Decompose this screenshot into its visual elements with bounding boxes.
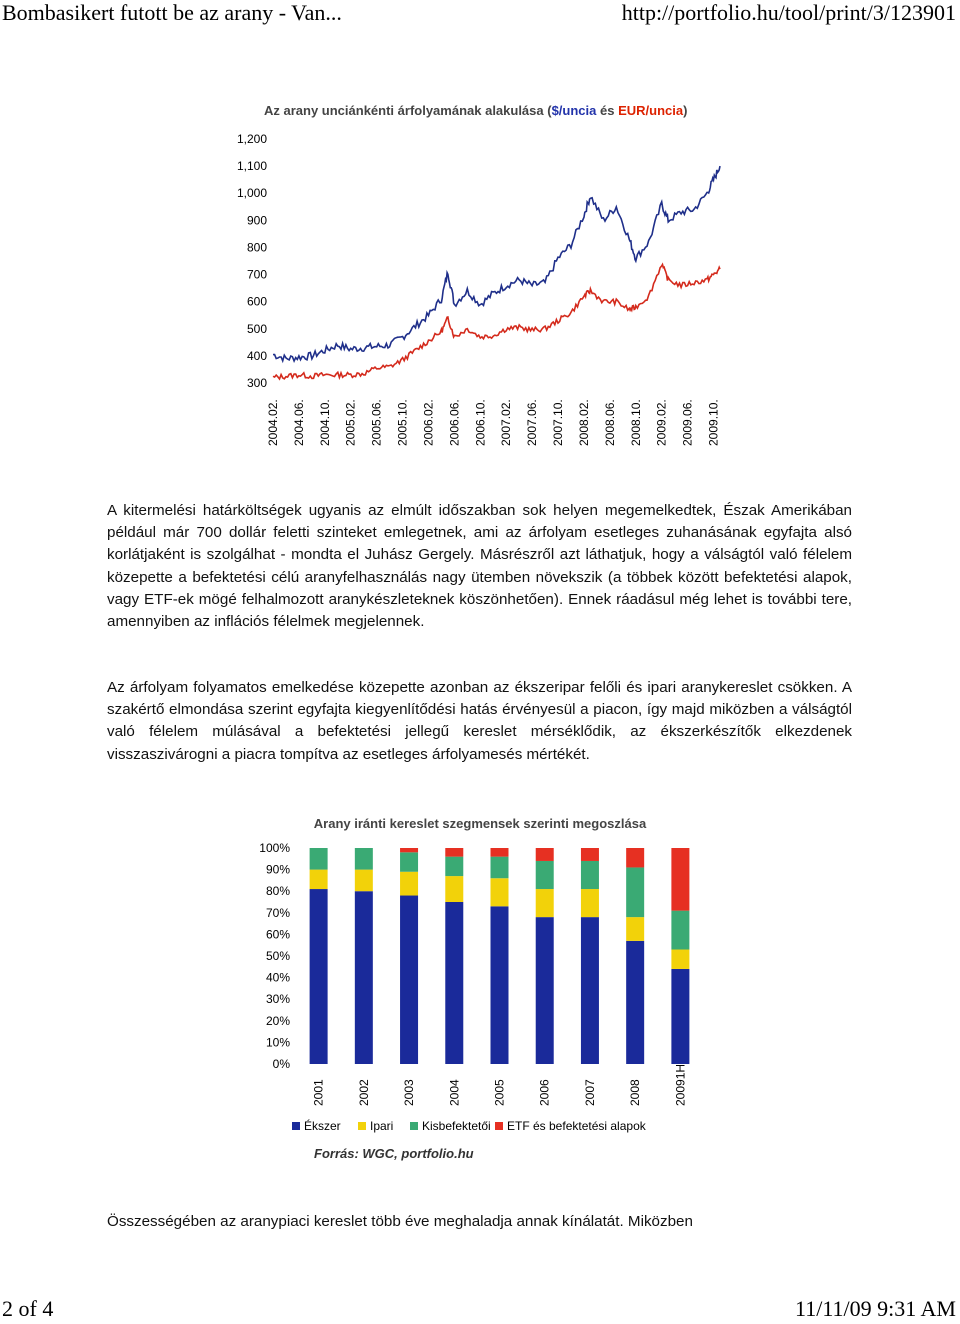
chart1-x-axis (266, 399, 721, 446)
chart2-y-tick: 100% (259, 841, 290, 855)
chart2-bar-ekszer (581, 917, 599, 1064)
chart2-bar-ekszer (355, 891, 373, 1064)
chart2-bar-etf (581, 848, 599, 861)
chart2-y-tick: 10% (265, 1035, 290, 1050)
chart1-title-part-3: és (596, 103, 619, 118)
chart1-x-tick: 2004.06. (291, 399, 306, 446)
chart2-bar-ipari (491, 878, 509, 906)
chart2-x-tick: 2007 (582, 1079, 597, 1106)
chart1-x-tick: 2009.02. (654, 399, 669, 446)
chart1-x-tick: 2005.06. (369, 399, 384, 446)
chart1-x-tick: 2008.06. (602, 399, 617, 446)
print-datetime: 11/11/09 9:31 AM (795, 1296, 956, 1321)
chart1-title-usd: $/uncia (551, 103, 597, 118)
chart1-x-tick: 2007.06. (525, 399, 540, 446)
chart2-bar-ekszer (400, 896, 418, 1064)
chart2-y-tick: 70% (265, 905, 290, 920)
paragraph-3: Összességében az aranypiaci kereslet több éve meghaladja annak kínálatát. Miközben (107, 1213, 693, 1230)
chart2-bar-ekszer (491, 906, 509, 1064)
chart1-x-tick: 2006.06. (447, 399, 462, 446)
chart2-bar-ipari (400, 872, 418, 896)
chart2-legend-label-kisbefekteto: Kisbefektetői (422, 1119, 491, 1133)
chart2-x-tick: 2006 (537, 1079, 552, 1106)
chart2-bar-ipari (355, 870, 373, 892)
paragraph-2: Az árfolyam folyamatos emelkedése közepette azonban az ékszeripar felőli és ipari aranykereslet csökken. A szakértő elmondása szerint egyfajta kiegyenlítődési hatás érvényesül a piacon, így majd miközben a válságtól való félelem múlásával a befektetési jellegű kereslet mérséklődik, az ékszerkészítők elkezdenek visszaszivárogni a piacra tompítva az esetleges árfolyamesés mértékét. (107, 679, 852, 763)
chart2-bar-kisbefekteto (491, 857, 509, 879)
chart1-line-usd (273, 166, 720, 361)
page-title: Bombasikert futott be az arany - Van... (2, 0, 342, 25)
chart2-legend-swatch-ipari (358, 1122, 366, 1130)
chart2-bar-kisbefekteto (310, 848, 328, 870)
chart1-x-tick: 2009.06. (680, 399, 695, 446)
chart1-y-tick: 1,000 (236, 186, 267, 201)
chart2-source: Forrás: WGC, portfolio.hu (314, 1146, 474, 1161)
chart2-x-axis (312, 1064, 688, 1106)
chart2-y-tick: 30% (265, 992, 290, 1007)
chart1-x-tick: 2008.10. (628, 399, 643, 446)
chart1-x-tick: 2005.02. (343, 399, 358, 446)
chart1-x-tick: 2004.10. (317, 399, 332, 446)
chart2-legend-label-etf: ETF és befektetési alapok (507, 1119, 646, 1133)
chart2-y-tick: 50% (265, 949, 290, 963)
chart1-x-tick: 2005.10. (395, 399, 410, 446)
chart2-x-tick: 2001 (311, 1079, 326, 1106)
chart1-x-tick: 2006.02. (421, 399, 436, 446)
chart2-x-tick: 20091H (673, 1063, 688, 1106)
chart2-legend-swatch-etf (495, 1122, 503, 1130)
chart2-bar-kisbefekteto (355, 848, 373, 870)
chart1-y-tick: 300 (246, 376, 267, 390)
chart2-y-axis (259, 841, 290, 1071)
chart2-bar-ipari (310, 870, 328, 889)
chart2-bar-ekszer (310, 889, 328, 1064)
chart1-y-tick: 1,200 (236, 132, 267, 146)
chart2-y-tick: 60% (265, 927, 290, 942)
chart1-title (264, 103, 687, 118)
chart2-bar-ipari (445, 876, 463, 902)
gold-price-chart (228, 96, 728, 456)
chart1-y-axis (237, 132, 267, 390)
chart1-title-part-5: ) (683, 103, 688, 118)
chart1-y-tick: 500 (246, 321, 267, 336)
chart1-y-tick: 600 (246, 294, 267, 309)
chart2-bar-kisbefekteto (671, 911, 689, 950)
chart2-x-tick: 2004 (447, 1079, 462, 1106)
chart2-bar-etf (491, 848, 509, 857)
chart1-y-tick: 700 (246, 267, 267, 282)
chart1-x-tick: 2007.10. (551, 399, 566, 446)
chart2-y-tick: 20% (265, 1013, 290, 1028)
chart2-bar-etf (536, 848, 554, 861)
chart1-x-tick: 2004.02. (266, 399, 280, 446)
page-url[interactable]: http://portfolio.hu/tool/print/3/123901 (621, 0, 956, 25)
chart2-bar-ipari (626, 917, 644, 941)
chart2-bar-kisbefekteto (626, 867, 644, 917)
chart1-x-tick: 2006.10. (473, 399, 488, 446)
chart2-bars (310, 848, 690, 1064)
chart2-bar-ekszer (445, 902, 463, 1064)
page-number: 2 of 4 (2, 1296, 54, 1321)
chart2-legend-label-ekszer: Ékszer (304, 1119, 341, 1133)
chart2-bar-ekszer (626, 941, 644, 1064)
chart1-y-tick: 800 (246, 240, 267, 255)
chart2-legend-label-ipari: Ipari (370, 1119, 394, 1133)
chart2-y-tick: 80% (265, 884, 290, 899)
chart1-line-eur (273, 265, 720, 380)
chart1-x-tick: 2008.02. (576, 399, 591, 446)
chart2-legend-swatch-kisbefekteto (410, 1122, 418, 1130)
chart2-x-tick: 2002 (356, 1079, 371, 1106)
paragraph-1: A kitermelési határköltségek ugyanis az elmúlt időszakban sok helyen megemelkedtek, Észak Amerikában például már 700 dollár feletti szinteket emlegetnek, ami az árfolyam esetleges zuhanásának egyfajta alsó korlátjaként is szolgálhat - mondta el Juhász Gergely. Másrészről azt láthatjuk, hogy a válságtól való félelem közepette a befektetési célú aranyfelhasználás nagy ütemben növekszik (a többek között befektetési alapok, vagy ETF-ek mögé felhalmozott aranykészleteknek köszönhetően). Ennek ráadásul még lehet is további tere, amennyiben az inflációs félelmek megjelennek. (107, 502, 852, 631)
chart2-x-tick: 2005 (492, 1079, 507, 1106)
chart2-bar-etf (626, 848, 644, 867)
chart2-bar-kisbefekteto (400, 852, 418, 871)
chart2-bar-etf (400, 848, 418, 852)
chart1-y-tick: 1,100 (236, 159, 267, 174)
chart2-bar-ipari (581, 889, 599, 917)
chart2-y-tick: 0% (272, 1057, 290, 1071)
chart2-legend-swatch-ekszer (292, 1122, 300, 1130)
chart2-legend (292, 1118, 647, 1133)
chart1-title-eur: EUR/uncia (618, 103, 684, 118)
chart2-bar-ipari (536, 889, 554, 917)
chart2-x-tick: 2003 (402, 1079, 417, 1106)
chart2-bar-kisbefekteto (536, 861, 554, 889)
chart2-y-tick: 40% (265, 970, 290, 985)
chart2-title: Arany iránti kereslet szegmensek szerinti megoszlása (313, 816, 647, 831)
chart1-x-tick: 2007.02. (499, 399, 514, 446)
chart1-series (273, 166, 720, 379)
gold-demand-chart (248, 810, 713, 1170)
chart2-bar-etf (445, 848, 463, 857)
chart2-bar-ekszer (671, 969, 689, 1064)
print-header (0, 0, 960, 30)
chart2-bar-kisbefekteto (581, 861, 599, 889)
chart1-x-tick: 2009.10. (706, 399, 721, 446)
chart2-bar-etf (671, 848, 689, 911)
chart2-bar-ekszer (536, 917, 554, 1064)
chart1-y-tick: 400 (246, 348, 267, 363)
chart2-bar-ipari (671, 950, 689, 969)
chart1-y-tick: 900 (246, 213, 267, 228)
chart2-y-tick: 90% (265, 862, 290, 877)
print-footer (0, 1294, 960, 1324)
chart2-bar-kisbefekteto (445, 857, 463, 876)
chart1-title-part-1: Az arany unciánkénti árfolyamának alakulása ( (264, 103, 552, 118)
chart2-x-tick: 2008 (628, 1079, 643, 1106)
